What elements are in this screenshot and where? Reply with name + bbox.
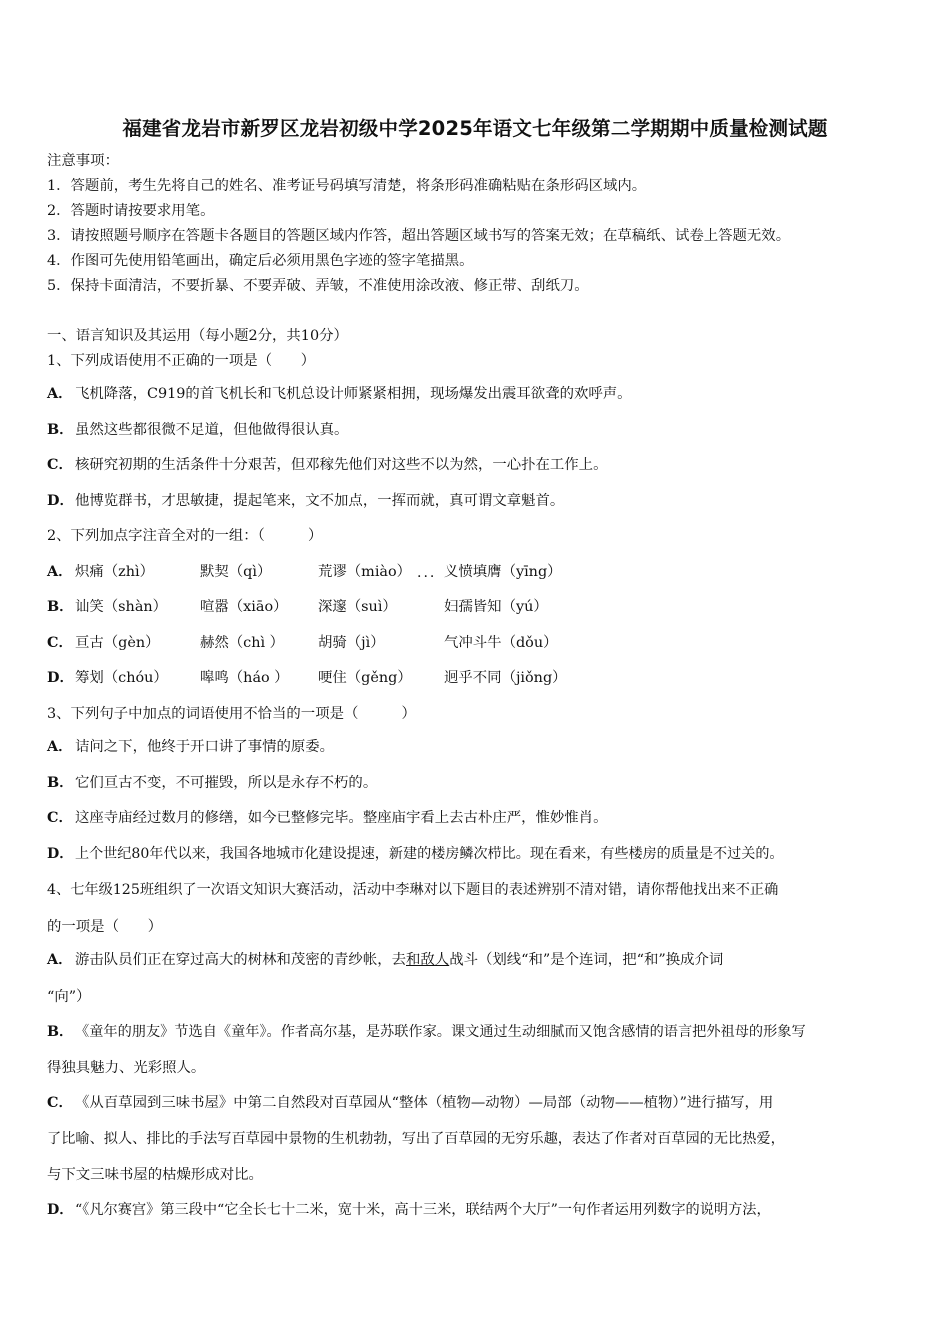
q3-option-c: [47, 808, 607, 828]
option-label: D．: [47, 1202, 74, 1218]
q1-option-a: [47, 384, 632, 404]
option-label: B．: [47, 598, 74, 615]
option-label: A．: [47, 563, 73, 580]
notice-item: 3．请按照题号顺序在答题卡各题目的答题区域内作答，超出答题区域书写的答案无效；在草稿纸、试卷上答题无效。: [47, 228, 791, 244]
pinyin-cell: 气冲斗牛（dǒu）: [444, 635, 558, 651]
option-label: A．: [47, 385, 73, 402]
option-text: 飞机降落，C919的首飞机长和飞机总设计师紧紧相拥，现场爆发出震耳欲聋的欢呼声。: [75, 386, 632, 402]
q4-option-b: [47, 1022, 806, 1042]
q1-option-b: [47, 420, 348, 440]
notice-item: 5．保持卡面清洁，不要折暴、不要弄破、弄皱，不准使用涂改液、修正带、刮纸刀。: [47, 278, 589, 294]
question-4-stem: 4、七年级125班组织了一次语文知识大赛活动，活动中李琳对以下题目的表述辨别不清对错，请你帮他找出来不正确: [47, 882, 779, 898]
q4-option-c-cont: 与下文三味书屋的枯燥形成对比。: [47, 1167, 263, 1183]
option-label: D．: [47, 846, 74, 862]
question-4-stem-cont: 的一项是（ ）: [47, 919, 163, 935]
q1-option-c: [47, 455, 607, 475]
pinyin-cell: 筹划（chóu）: [75, 670, 168, 686]
q4-option-a: [47, 950, 723, 970]
q4-option-b-cont: 得独具魅力、光彩照人。: [47, 1060, 206, 1076]
q3-option-d: [47, 844, 784, 864]
notice-item: 2．答题时请按要求用笔。: [47, 203, 215, 219]
option-label: B．: [47, 1024, 74, 1040]
q4-option-d: [47, 1200, 771, 1220]
option-label: B．: [47, 774, 74, 791]
q4-option-a-cont: “向”）: [47, 989, 91, 1005]
option-text: 《从百草园到三味书屋》中第二自然段对百草园从“整体（植物—动物）—局部（动物——植物）”进行描写，用: [75, 1095, 774, 1111]
q3-option-b: [47, 773, 377, 793]
option-label: C．: [47, 809, 73, 826]
option-label: C．: [47, 634, 73, 651]
pinyin-cell: 迥乎不同（jiǒng）: [444, 670, 567, 686]
page-title: 福建省龙岩市新罗区龙岩初级中学2025年语文七年级第二学期期中质量检测试题: [122, 117, 828, 140]
option-text: 虽然这些都很微不足道，但他做得很认真。: [75, 422, 349, 438]
q4-option-c-cont: 了比喻、拟人、排比的手法写百草园中景物的生机勃勃，写出了百草园的无穷乐趣，表达了作者对百草园的无比热爱，: [47, 1131, 785, 1147]
question-2-stem: 2、下列加点字注音全对的一组：（ ）: [47, 528, 323, 544]
pinyin-cell: 嗥鸣（háo ）: [200, 670, 289, 686]
option-text: 战斗（划线“和”是个连词，把“和”换成介词: [449, 952, 724, 968]
option-text: “《凡尔赛宫》第三段中“它全长七十二米，宽十米，高十三米，联结两个大厅”一句作者运用列数字的说明方法，: [75, 1202, 771, 1218]
option-text: 上个世纪80年代以来，我国各地城市化建设提速，新建的楼房鳞次栉比。现在看来，有些楼房的质量是不过关的。: [75, 846, 784, 862]
option-text: 核研究初期的生活条件十分艰苦，但邓稼先他们对这些不以为然，一心扑在工作上。: [75, 457, 608, 473]
option-label: D．: [47, 669, 74, 686]
pinyin-cell: 喧嚣（xiāo）: [200, 599, 288, 615]
option-text: 这座寺庙经过数月的修缮，如今已整修完毕。整座庙宇看上去古朴庄严，惟妙惟肖。: [75, 810, 608, 826]
option-label: C．: [47, 1094, 73, 1111]
pinyin-cell: 讪笑（shàn）: [75, 599, 168, 615]
pinyin-cell: 赫然（chì ）: [200, 635, 285, 651]
notice-item: 4．作图可先使用铅笔画出，确定后必须用黑色字迹的签字笔描黑。: [47, 253, 474, 269]
option-label: C．: [47, 456, 73, 473]
option-label: B．: [47, 421, 74, 438]
pinyin-cell: 荒谬（miào）: [318, 564, 412, 580]
pinyin-cell: 哽住（gěng）: [318, 670, 412, 686]
notice-heading: 注意事项：: [47, 153, 119, 169]
notice-item: 1．答题前，考生先将自己的姓名、准考证号码填写清楚，将条形码准确粘贴在条形码区域内。: [47, 178, 647, 194]
option-text: 他博览群书，才思敏捷，提起笔来，文不加点，一挥而就，真可谓文章魁首。: [75, 493, 565, 509]
option-text: 游击队员们正在穿过高大的树林和茂密的青纱帐，去: [75, 952, 406, 968]
emphasis-dots: ...: [417, 565, 437, 581]
pinyin-cell: 妇孺皆知（yú）: [444, 599, 548, 615]
section-heading: 一、语言知识及其运用（每小题2分，共10分）: [47, 328, 348, 344]
pinyin-cell: 亘古（gèn）: [75, 635, 160, 651]
option-label: D．: [47, 492, 74, 509]
pinyin-cell: 深邃（suì）: [318, 599, 397, 615]
option-label: A．: [47, 738, 73, 755]
question-3-stem: 3、下列句子中加点的词语使用不恰当的一项是（ ）: [47, 706, 416, 722]
option-label: A．: [47, 951, 73, 968]
underlined-text: 和敌人: [406, 952, 450, 968]
pinyin-cell: 义愤填膺（yīng）: [444, 564, 562, 580]
pinyin-cell: 炽痛（zhì）: [75, 564, 155, 580]
pinyin-cell: 默契（qì）: [200, 564, 272, 580]
option-text: 《童年的朋友》节选自《童年》。作者高尔基，是苏联作家。课文通过生动细腻而又饱含感情的语言把外祖母的形象写: [75, 1024, 806, 1040]
option-text: 它们亘古不变，不可摧毁，所以是永存不朽的。: [75, 775, 378, 791]
pinyin-cell: 胡骑（jì）: [318, 635, 385, 651]
question-1-stem: 1、下列成语使用不正确的一项是（ ）: [47, 353, 316, 369]
q1-option-d: [47, 491, 564, 511]
q4-option-c: [47, 1093, 773, 1113]
q3-option-a: [47, 737, 334, 757]
option-text: 诘问之下，他终于开口讲了事情的原委。: [75, 739, 335, 755]
